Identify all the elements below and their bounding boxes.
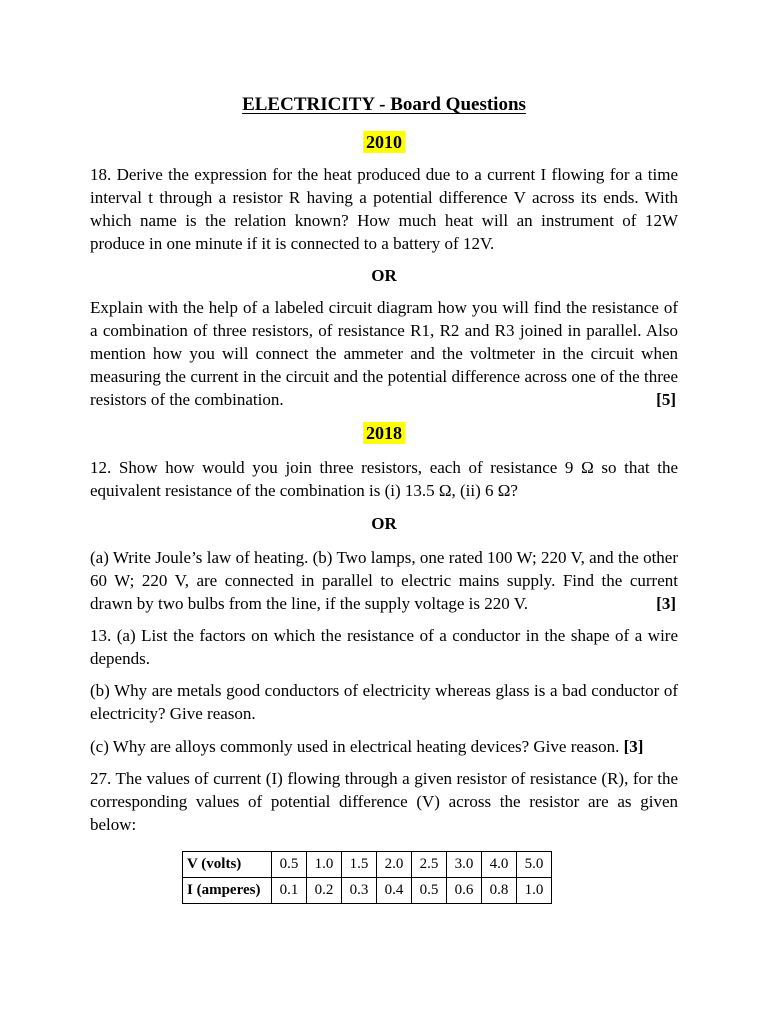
- table-cell: 1.0: [307, 852, 342, 878]
- table-cell: 1.0: [517, 878, 552, 904]
- marks-badge: [3]: [656, 594, 676, 613]
- or-separator: OR: [371, 514, 397, 533]
- table-cell: 0.5: [272, 852, 307, 878]
- table-cell: 2.0: [377, 852, 412, 878]
- table-cell: 5.0: [517, 852, 552, 878]
- row-header-voltage: V (volts): [183, 852, 272, 878]
- question-13c: [90, 735, 678, 758]
- table-cell: 0.3: [342, 878, 377, 904]
- question-27: 27. The values of current (I) flowing through a given resistor of resistance (R), for the corresponding values of potential difference (V) across the resistor are as given below:: [90, 769, 678, 834]
- question-13a: 13. (a) List the factors on which the resistance of a conductor in the shape of a wire depends.: [90, 626, 678, 668]
- question-18: 18. Derive the expression for the heat produced due to a current I flowing for a time interval t through a resistor R having a potential difference V across its ends. With which name is the relation known? How much heat will an instrument of 12W produce in one minute if it is connected to a battery of 12V.: [90, 165, 678, 253]
- question-13c-text: (c) Why are alloys commonly used in electrical heating devices? Give reason.: [90, 737, 620, 756]
- table-cell: 0.2: [307, 878, 342, 904]
- table-cell: 0.4: [377, 878, 412, 904]
- table-cell: 1.5: [342, 852, 377, 878]
- question-12-alt-text: (a) Write Joule’s law of heating. (b) Two lamps, one rated 100 W; 220 V, and the other 60 W; 220 V, are connected in parallel to electric mains supply. Find the current drawn by two bulbs from the line, if the supply voltage is 220 V.: [90, 548, 678, 613]
- question-12: 12. Show how would you join three resistors, each of resistance 9 Ω so that the equivalent resistance of the combination is (i) 13.5 Ω, (ii) 6 Ω?: [90, 458, 678, 500]
- table-cell: 0.5: [412, 878, 447, 904]
- year-label-2018: 2018: [0, 421, 768, 445]
- table-row: [183, 878, 552, 904]
- table-cell: 0.6: [447, 878, 482, 904]
- question-18-alt-text: Explain with the help of a labeled circuit diagram how you will find the resistance of a combination of three resistors, of resistance R1, R2 and R3 joined in parallel. Also mention how you will connect the ammeter and the voltmeter in the circuit when measuring the current in the circuit and the potential difference across one of the three resistors of the combination.: [90, 298, 678, 409]
- table-row: [183, 852, 552, 878]
- table-cell: 0.8: [482, 878, 517, 904]
- question-12-alternative: [90, 546, 678, 615]
- question-13b: (b) Why are metals good conductors of electricity whereas glass is a bad conductor of electricity? Give reason.: [90, 681, 678, 723]
- marks-badge: [3]: [623, 737, 644, 756]
- voltage-current-table: [182, 851, 552, 904]
- year-label-2010: 2010: [0, 130, 768, 154]
- page-title: ELECTRICITY - Board Questions: [242, 94, 526, 115]
- table-cell: 4.0: [482, 852, 517, 878]
- table-cell: 2.5: [412, 852, 447, 878]
- question-18-alternative: [90, 296, 678, 411]
- row-header-current: I (amperes): [183, 878, 272, 904]
- marks-badge: [5]: [656, 390, 676, 409]
- or-separator: OR: [371, 266, 397, 285]
- table-cell: 0.1: [272, 878, 307, 904]
- table-cell: 3.0: [447, 852, 482, 878]
